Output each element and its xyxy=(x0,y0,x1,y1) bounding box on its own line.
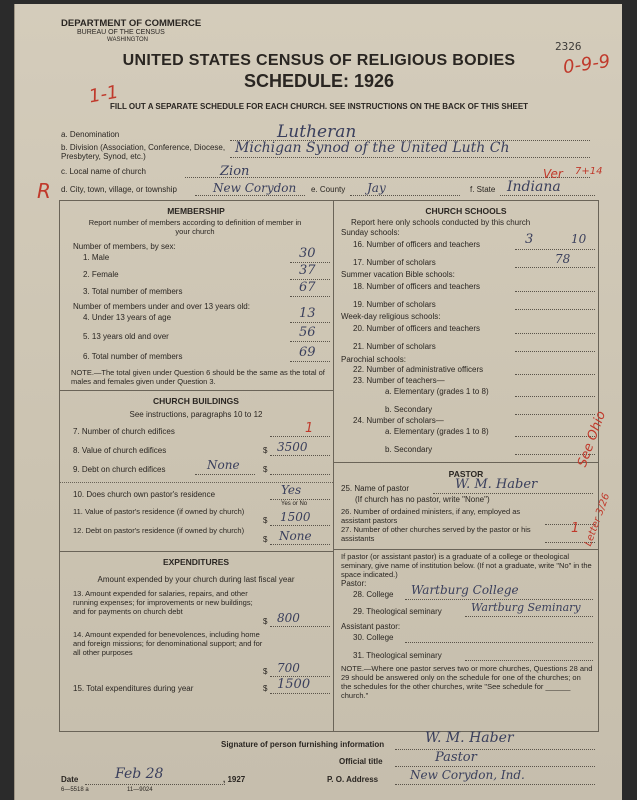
official-title-label: Official title xyxy=(339,757,383,766)
q17-label: 17. Number of scholars xyxy=(353,258,436,267)
denomination-label: a. Denomination xyxy=(61,130,120,139)
q13-value: 800 xyxy=(277,611,300,625)
q23b-label: b. Secondary xyxy=(385,405,433,414)
q18-label: 18. Number of officers and teachers xyxy=(353,282,481,291)
division-line xyxy=(230,157,590,158)
division-value: Michigan Synod of the United Luth Ch xyxy=(235,140,510,156)
q11-value: 1500 xyxy=(280,510,311,524)
pastor-heading: PASTOR xyxy=(448,469,484,479)
pastor-sub-label: Pastor: xyxy=(341,579,367,588)
q26-label: 26. Number of ordained ministers, if any, employed as assistant pastors xyxy=(341,507,521,525)
buildings-sub: See instructions, paragraphs 10 to 12 xyxy=(129,410,263,419)
q13-label: 13. Amount expended for salaries, repairs, and other running expenses; for improvements or new buildings; and for payments on church debt xyxy=(73,589,253,616)
q25-hint: (If church has no pastor, write "None") xyxy=(355,495,490,504)
q15-label: 15. Total expenditures during year xyxy=(73,684,194,693)
date-year: , 1927 xyxy=(223,775,246,784)
census-schedule-sheet xyxy=(14,4,622,800)
county-line xyxy=(350,195,460,196)
signature-label: Signature of person furnishing information xyxy=(221,740,385,749)
parochial-label: Parochial schools: xyxy=(341,355,406,364)
q15-dollar: $ xyxy=(263,684,268,693)
by-sex-label: Number of members, by sex: xyxy=(73,242,176,251)
weekday-label: Week-day religious schools: xyxy=(341,312,441,321)
q22-label: 22. Number of administrative officers xyxy=(353,365,484,374)
summer-label: Summer vacation Bible schools: xyxy=(341,270,455,279)
schools-intro: Report here only schools conducted by this church xyxy=(351,218,531,227)
pencil-top-mark: 1-1 xyxy=(87,81,121,108)
form-title: UNITED STATES CENSUS OF RELIGIOUS BODIES xyxy=(122,52,516,69)
corner-mark: 0-9-9 xyxy=(561,50,612,79)
date-label: Date xyxy=(61,775,79,784)
center-divider xyxy=(333,200,334,732)
state-value: Indiana xyxy=(507,179,561,195)
state-line xyxy=(500,195,595,196)
vertical-mark: Ver xyxy=(543,167,563,181)
margin-r-mark: R xyxy=(37,179,51,203)
q8-value: 3500 xyxy=(277,440,308,454)
female-value: 37 xyxy=(299,263,316,278)
q9-label: 9. Debt on church edifices xyxy=(73,465,166,474)
division-label: b. Division (Association, Conference, Diocese, Presbytery, Synod, etc.) xyxy=(61,143,226,161)
q10-hint: Yes or No xyxy=(281,501,308,507)
city-value: New Corydon xyxy=(213,181,297,195)
q23-label: 23. Number of teachers— xyxy=(353,376,445,385)
q17-value: 78 xyxy=(555,252,571,266)
pastor-note: NOTE.—Where one pastor serves two or more churches, Questions 28 and 29 should be answered only on the schedule for one of the churches; on the schedules for the other churches, write "See schedule for ______ church." xyxy=(341,664,593,700)
q14-dollar: $ xyxy=(263,667,268,676)
q20-label: 20. Number of officers and teachers xyxy=(353,324,481,333)
male-label: 1. Male xyxy=(83,253,110,262)
assistant-label: Assistant pastor: xyxy=(341,622,401,631)
q7-label: 7. Number of church edifices xyxy=(73,427,175,436)
city-line xyxy=(195,195,305,196)
official-title-value: Pastor xyxy=(435,750,477,765)
q19-label: 19. Number of scholars xyxy=(353,300,436,309)
under13-label: 4. Under 13 years of age xyxy=(83,313,172,322)
graduate-note: If pastor (or assistant pastor) is a graduate of a college or theological seminary, give name of institution below. (If not a graduate, write "No" in the space indicated.) xyxy=(341,552,592,579)
po-address-label: P. O. Address xyxy=(327,775,379,784)
over13-label: 5. 13 years old and over xyxy=(83,332,169,341)
q11-dollar: $ xyxy=(263,516,268,525)
signature-value: W. M. Haber xyxy=(425,730,514,746)
expenditures-heading: EXPENDITURES xyxy=(162,557,230,567)
q30-label: 30. College xyxy=(353,633,394,642)
under13-value: 13 xyxy=(299,306,316,321)
denomination-value: Lutheran xyxy=(277,122,357,142)
plus-mark: 7+14 xyxy=(575,166,603,177)
county-value: Jay xyxy=(367,181,386,195)
male-value: 30 xyxy=(299,246,316,261)
q13-dollar: $ xyxy=(263,617,268,626)
membership-note: NOTE.—The total given under Question 6 should be the same as the total of males and females given under Question 3. xyxy=(71,368,325,386)
city-heading: WASHINGTON xyxy=(107,37,149,43)
local-name-value: Zion xyxy=(220,164,250,179)
age-head-label: Number of members under and over 13 years old: xyxy=(73,302,250,311)
q16-label: 16. Number of officers and teachers xyxy=(353,240,481,249)
q9-dollar: $ xyxy=(263,465,268,474)
q29-label: 29. Theological seminary xyxy=(353,607,442,616)
q16-value: 3 xyxy=(525,232,534,247)
q24-label: 24. Number of scholars— xyxy=(353,416,444,425)
print-number: 11—9024 xyxy=(127,787,153,793)
expenditures-sub: Amount expended by your church during last fiscal year xyxy=(97,575,295,584)
q24a-label: a. Elementary (grades 1 to 8) xyxy=(385,427,489,436)
membership-heading: MEMBERSHIP xyxy=(167,206,225,216)
sunday-label: Sunday schools: xyxy=(341,228,400,237)
po-address-value: New Corydon, Ind. xyxy=(410,768,525,782)
membership-intro: Report number of members according to definition of member in your church xyxy=(88,218,302,236)
q10-value: Yes xyxy=(281,483,302,497)
q27-label: 27. Number of other churches served by the pastor or his assistants xyxy=(341,525,531,543)
q12-dollar: $ xyxy=(263,535,268,544)
total2-value: 69 xyxy=(299,345,316,360)
q9-value: None xyxy=(207,458,240,472)
q27-value: 1 xyxy=(571,521,580,536)
q25-value: W. M. Haber xyxy=(455,477,538,492)
form-number: 6—5518 a xyxy=(61,787,89,793)
q15-value: 1500 xyxy=(277,677,311,692)
department-heading: DEPARTMENT OF COMMERCE xyxy=(61,18,202,29)
q12-label: 12. Debt on pastor's residence (if owned by church) xyxy=(73,526,245,535)
q11-label: 11. Value of pastor's residence (if owned by church) xyxy=(73,507,245,516)
q28-label: 28. College xyxy=(353,590,394,599)
instruction-line: FILL OUT A SEPARATE SCHEDULE FOR EACH CHURCH. SEE INSTRUCTIONS ON THE BACK OF THIS SHEET xyxy=(109,102,529,111)
county-label: e. County xyxy=(311,185,346,194)
q8-label: 8. Value of church edifices xyxy=(73,446,167,455)
q29-value: Wartburg Seminary xyxy=(471,601,581,614)
schedule-title: SCHEDULE: 1926 xyxy=(243,71,395,91)
q28-value: Wartburg College xyxy=(411,583,519,597)
q10-label: 10. Does church own pastor's residence xyxy=(73,490,216,499)
total-value: 67 xyxy=(299,280,316,295)
q24b-label: b. Secondary xyxy=(385,445,433,454)
female-label: 2. Female xyxy=(83,270,119,279)
side-note-ohio: See Ohio xyxy=(575,409,610,470)
city-label: d. City, town, village, or township xyxy=(61,185,177,194)
q16-extra: 10 xyxy=(571,232,587,246)
state-label: f. State xyxy=(470,185,496,194)
date-value: Feb 28 xyxy=(115,766,164,782)
over13-value: 56 xyxy=(299,325,316,340)
buildings-heading: CHURCH BUILDINGS xyxy=(153,396,239,406)
q12-value: None xyxy=(279,529,312,543)
total-label: 3. Total number of members xyxy=(83,287,183,296)
stamp-number: 2326 xyxy=(555,40,582,53)
q21-label: 21. Number of scholars xyxy=(353,342,436,351)
bureau-heading: BUREAU OF THE CENSUS xyxy=(77,29,165,36)
q31-label: 31. Theological seminary xyxy=(353,651,442,660)
q25-label: 25. Name of pastor xyxy=(341,484,410,493)
local-name-label: c. Local name of church xyxy=(61,167,146,176)
q14-label: 14. Amount expended for benevolences, including home and foreign missions; for denominational support; and for all other purposes xyxy=(73,630,263,657)
q8-dollar: $ xyxy=(263,446,268,455)
total2-label: 6. Total number of members xyxy=(83,352,183,361)
q7-value: 1 xyxy=(305,421,314,436)
q14-value: 700 xyxy=(277,661,300,675)
q23a-label: a. Elementary (grades 1 to 8) xyxy=(385,387,489,396)
schools-heading: CHURCH SCHOOLS xyxy=(425,206,507,216)
side-note-letter: Letter 3/26 xyxy=(583,491,613,548)
